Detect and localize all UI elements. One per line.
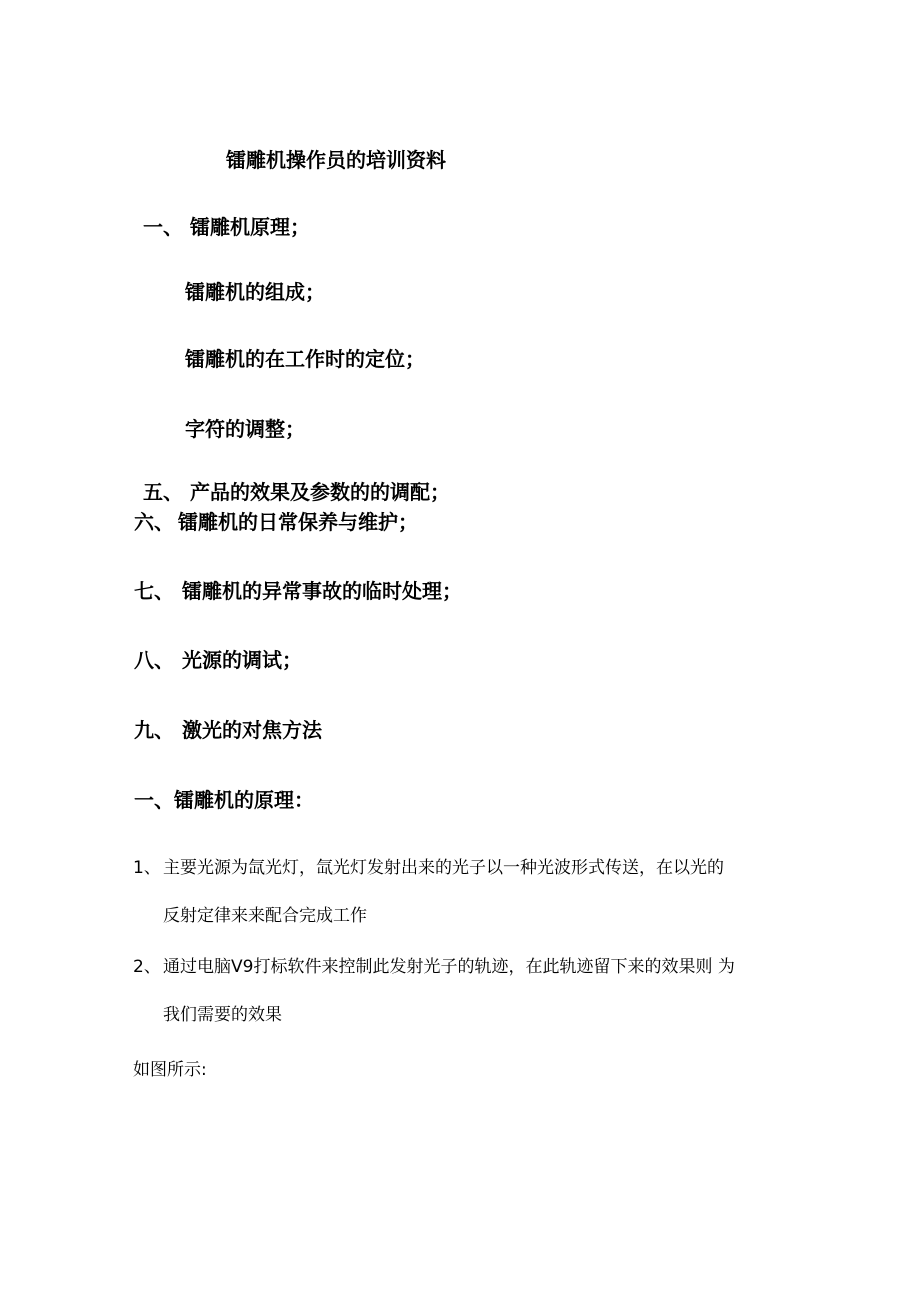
outline-text: 产品的效果及参数的的调配；: [190, 480, 450, 504]
paragraph-2-line-1: [133, 959, 735, 976]
outline-number: 九、: [134, 718, 174, 742]
outline-text: 镭雕机的在工作时的定位；: [185, 347, 425, 371]
paragraph-text: 通过电脑V9打标软件来控制此发射光子的轨迹，在此轨迹留下来的效果则 为: [163, 957, 735, 977]
outline-number: 五、: [143, 480, 183, 504]
paragraph-number: 1、: [133, 858, 161, 878]
outline-item-8: [134, 650, 302, 670]
outline-text: 激光的对焦方法: [182, 718, 322, 742]
document-title: 镭雕机操作员的培训资料: [226, 148, 446, 172]
outline-text: 镭雕机原理；: [190, 215, 310, 239]
outline-number: 七、: [134, 579, 174, 603]
outline-text: 镭雕机的异常事故的临时处理；: [182, 579, 462, 603]
outline-text: 字符的调整；: [185, 417, 305, 441]
outline-text: 镭雕机的日常保养与维护；: [178, 510, 418, 534]
outline-item-9: [134, 720, 322, 740]
outline-number: 一、: [143, 215, 183, 239]
outline-item-2: [185, 282, 325, 302]
outline-text: 镭雕机的组成；: [185, 280, 325, 304]
outline-item-6: [134, 512, 418, 532]
outline-item-4: [185, 419, 305, 439]
paragraph-2-line-2: 我们需要的效果: [163, 1005, 282, 1025]
outline-item-3: [185, 349, 425, 369]
paragraph-text: 主要光源为氙光灯，氙光灯发射出来的光子以一种光波形式传送，在以光的: [163, 858, 724, 878]
paragraph-1-line-1: [133, 860, 724, 877]
section-heading: 一、镭雕机的原理：: [134, 788, 314, 812]
closing-text: 如图所示:: [133, 1060, 207, 1080]
outline-item-1: [143, 217, 310, 237]
outline-number: 六、: [134, 510, 174, 534]
outline-item-5: [143, 482, 450, 502]
outline-item-7: [134, 581, 462, 601]
outline-number: 八、: [134, 648, 174, 672]
outline-text: 光源的调试；: [182, 648, 302, 672]
paragraph-number: 2、: [133, 957, 161, 977]
paragraph-1-line-2: 反射定律来来配合完成工作: [163, 906, 367, 926]
